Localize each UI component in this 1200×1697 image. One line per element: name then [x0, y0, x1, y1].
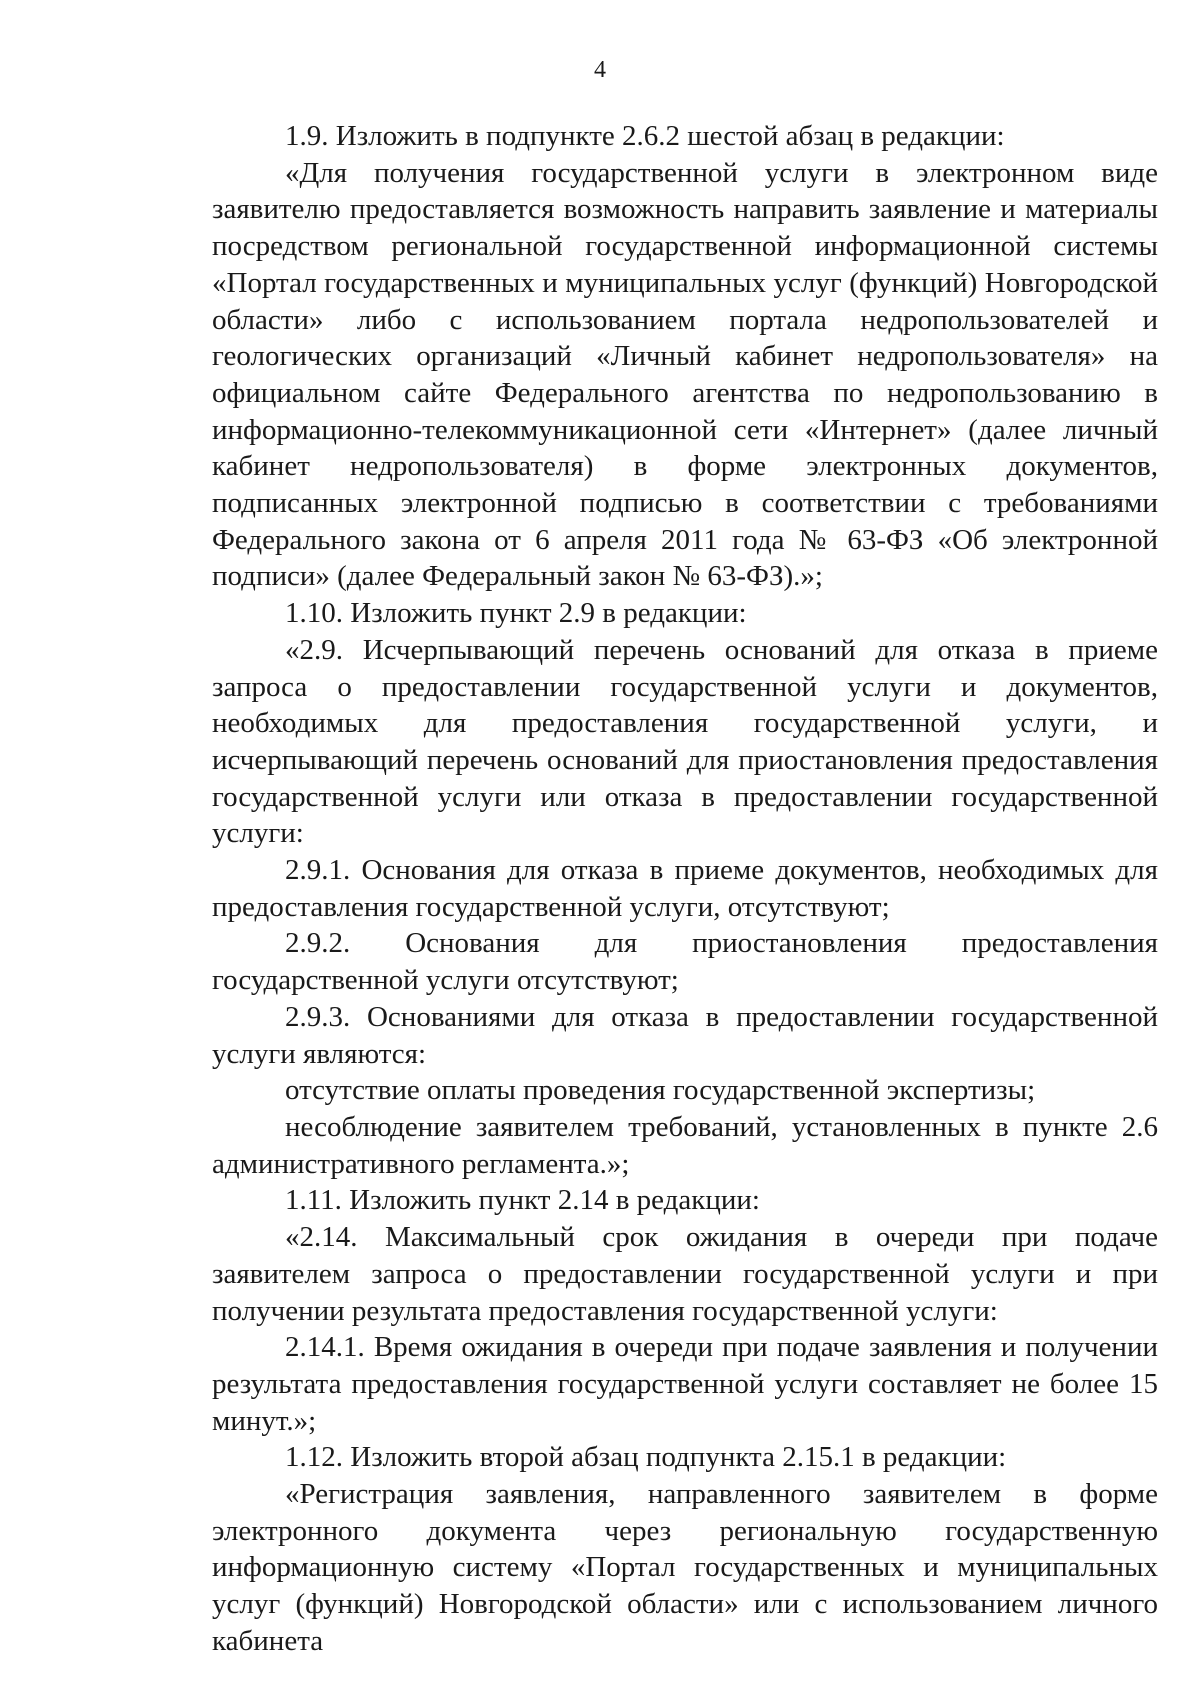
paragraph-2-9-1: 2.9.1. Основания для отказа в приеме документов, необходимых для предоставления государственной услуги, отсутствуют;	[212, 854, 1158, 923]
paragraph-registration: «Регистрация заявления, направленного заявителем в форме электронного документа через региональную государственную информационную систему «Портал государственных и муниципальных услуг (функций) Новгородской области» или с использованием личного кабинета	[212, 1478, 1158, 1657]
paragraph-ground-1: отсутствие оплаты проведения государственной экспертизы;	[285, 1074, 1036, 1107]
paragraph-1-12: 1.12. Изложить второй абзац подпункта 2.15.1 в редакции:	[285, 1441, 1007, 1474]
paragraph-2-9-3: 2.9.3. Основаниями для отказа в предоставлении государственной услуги являются:	[212, 1000, 1158, 1070]
paragraph-2-9-2: 2.9.2. Основания для приостановления предоставления государственной услуги отсутствуют;	[212, 927, 1158, 997]
paragraph-1-9: 1.9. Изложить в подпункте 2.6.2 шестой абзац в редакции:	[285, 120, 1005, 152]
paragraph-ground-2: несоблюдение заявителем требований, установленных в пункте 2.6 административного регламента.»;	[212, 1110, 1158, 1180]
page-number: 4	[594, 57, 606, 83]
paragraph-2-14: «2.14. Максимальный срок ожидания в очереди при подаче заявителем запроса о предоставлении государственной услуги и при получении результата предоставления государственной услуги:	[212, 1221, 1158, 1327]
paragraph-1-11: 1.11. Изложить пункт 2.14 в редакции:	[285, 1184, 760, 1217]
paragraph-1-10: 1.10. Изложить пункт 2.9 в редакции:	[285, 597, 747, 630]
paragraph-2-14-1: 2.14.1. Время ожидания в очереди при подаче заявления и получении результата предоставления государственной услуги составляет не более 15 минут.»;	[212, 1331, 1158, 1437]
paragraph-1-9-text: «Для получения государственной услуги в электронном виде заявителю предоставляется возможность направить заявление и материалы посредством региональной государственной информационной системы «Портал государственных и муниципальных услуг (функций) Новгородской области» либо с использованием портала недропользователей и геологических организаций «Личный кабинет недропользователя» на официальном сайте Федерального агентства по недропользованию в информационно-телекоммуникационной сети «Интернет» (далее личный кабинет недропользователя) в форме электронных документов, подписанных электронной подписью в соответствии с требованиями Федерального закона от 6 апреля 2011 года № 63-ФЗ «Об электронной подписи» (далее Федеральный закон № 63-ФЗ).»;	[212, 156, 1158, 593]
document-body	[212, 118, 1158, 1660]
paragraph-2-9: «2.9. Исчерпывающий перечень оснований для отказа в приеме запроса о предоставлении государственной услуги и документов, необходимых для предоставления государственной услуги, и исчерпывающий перечень оснований для приостановления предоставления государственной услуги или отказа в предоставлении государственной услуги:	[212, 633, 1158, 850]
